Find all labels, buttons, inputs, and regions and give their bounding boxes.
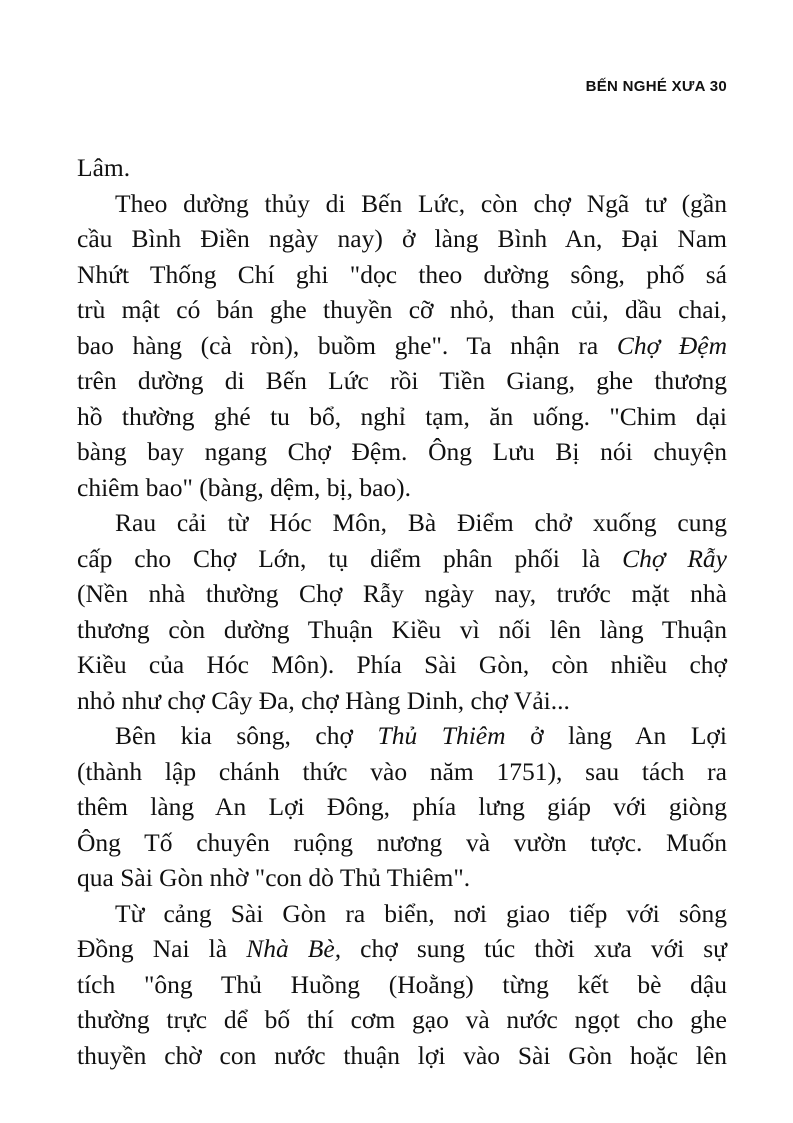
text-segment: chiêm bao" (bàng, dệm, bị, bao). — [77, 472, 412, 502]
text-line — [77, 825, 727, 861]
text-line — [77, 683, 727, 719]
text-line — [77, 328, 727, 364]
text-line — [77, 363, 727, 399]
text-segment: bàng bay ngang Chợ Đệm. Ông Lưu Bị nói chuyện — [77, 437, 727, 466]
text-segment: Từ cảng Sài Gòn ra biển, nơi giao tiếp với sông — [115, 898, 727, 928]
text-segment: (Nền nhà thường Chợ Rẫy ngày nay, trước mặt nhà — [77, 579, 727, 608]
text-segment: nhỏ như chợ Cây Đa, chợ Hàng Dinh, chợ Vải... — [77, 685, 570, 715]
text-segment: cầu Bình Điền ngày nay) ở làng Bình An, Đại Nam — [77, 224, 727, 253]
text-segment: Bên kia sông, chợ — [115, 721, 378, 750]
text-segment: ở làng An Lợi — [505, 721, 727, 750]
text-segment: Nhứt Thống Chí ghi "dọc theo dường sông, phố sá — [77, 259, 727, 289]
text-segment: Lâm. — [77, 153, 131, 182]
text-segment: thêm làng An Lợi Đông, phía lưng giáp với giòng — [77, 792, 727, 821]
text-segment: thường trực dể bố thí cơm gạo và nước ngọt cho ghe — [77, 1005, 727, 1034]
italic-text-segment: Chợ Đệm — [616, 330, 727, 360]
text-line — [77, 789, 727, 825]
text-segment: (thành lập chánh thức vào năm 1751), sau tách ra — [77, 756, 727, 786]
text-segment: Ông Tố chuyên ruộng nương và vườn tược. Muốn — [77, 827, 727, 857]
text-line — [77, 576, 727, 612]
text-segment: trên dường di Bến Lức rồi Tiền Giang, ghe thương — [77, 366, 727, 395]
text-line — [77, 541, 727, 577]
text-segment: cấp cho Chợ Lớn, tụ diểm phân phối là — [77, 543, 623, 573]
text-line — [77, 505, 727, 541]
text-segment: qua Sài Gòn nhờ "con dò Thủ Thiêm". — [77, 863, 471, 892]
text-line — [77, 150, 727, 186]
text-segment: tích "ông Thủ Huồng (Hoằng) từng kết bè dậu — [77, 969, 727, 999]
text-line — [77, 292, 727, 328]
text-line — [77, 896, 727, 932]
text-segment: chợ sung túc thời xưa với sự — [341, 934, 728, 963]
page-body — [77, 150, 727, 1073]
text-line — [77, 470, 727, 506]
text-line — [77, 931, 727, 967]
text-segment: thương còn dường Thuận Kiều vì nối lên làng Thuận — [77, 614, 727, 644]
text-line — [77, 754, 727, 790]
text-line — [77, 967, 727, 1003]
text-segment: hồ thường ghé tu bổ, nghỉ tạm, ăn uống. "Chim dại — [77, 401, 727, 431]
text-segment: Kiều của Hóc Môn). Phía Sài Gòn, còn nhiều chợ — [77, 650, 727, 679]
text-segment: bao hàng (cà ròn), buồm ghe". Ta nhận ra — [77, 330, 617, 360]
text-segment: thuyền chờ con nước thuận lợi vào Sài Gòn hoặc lên — [77, 1040, 727, 1070]
text-line — [77, 1038, 727, 1074]
text-line — [77, 647, 727, 683]
text-line — [77, 612, 727, 648]
text-line — [77, 221, 727, 257]
italic-text-segment: Nhà Bè, — [246, 934, 342, 963]
running-header: BẾN NGHÉ XƯA 30 — [585, 78, 727, 95]
text-segment: trù mật có bán ghe thuyền cỡ nhỏ, than củi, dầu chai, — [77, 295, 727, 324]
italic-text-segment: Thủ Thiêm — [377, 721, 506, 750]
text-line — [77, 434, 727, 470]
text-segment: Theo dường thủy di Bến Lức, còn chợ Ngã tư (gần — [115, 188, 727, 218]
text-segment: Rau cải từ Hóc Môn, Bà Điểm chở xuống cung — [115, 508, 727, 537]
text-line — [77, 718, 727, 754]
text-segment: Đồng Nai là — [77, 934, 247, 963]
text-line — [77, 186, 727, 222]
text-line — [77, 1002, 727, 1038]
text-line — [77, 860, 727, 896]
text-line — [77, 257, 727, 293]
italic-text-segment: Chợ Rẫy — [622, 543, 727, 573]
text-line — [77, 399, 727, 435]
